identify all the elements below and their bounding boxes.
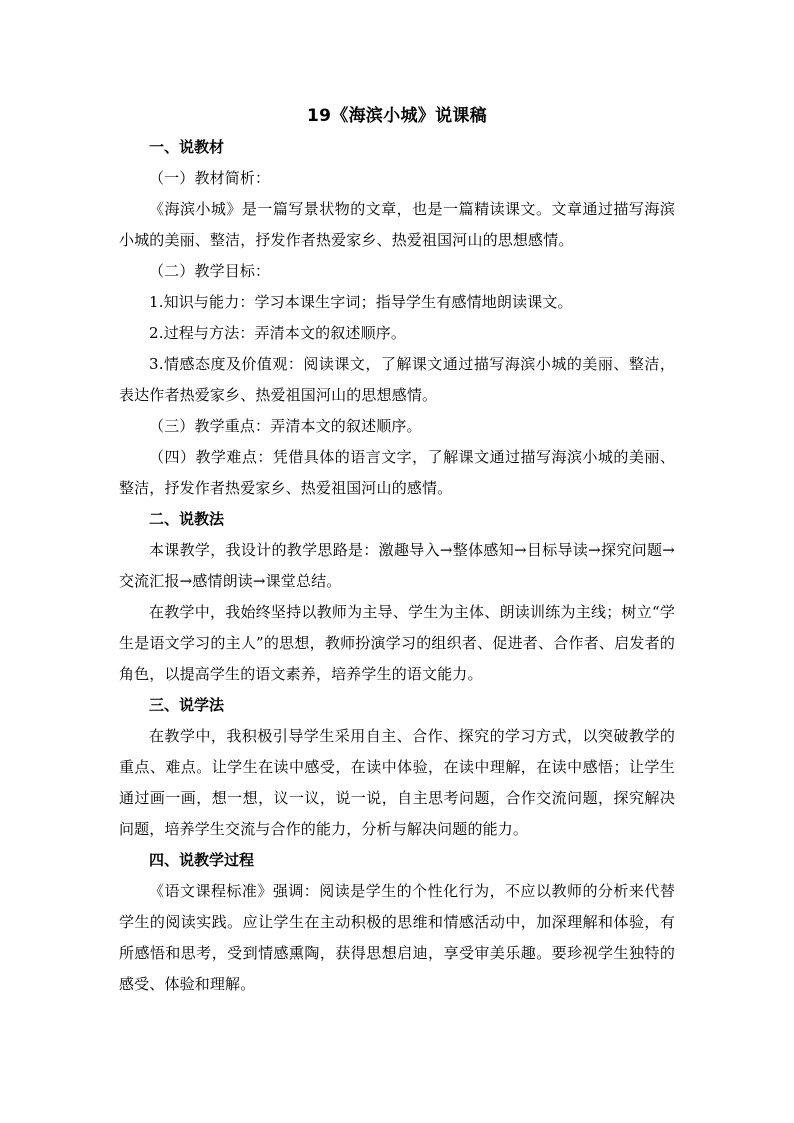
- document-body: [119, 101, 675, 1000]
- section-heading: 一、说教材: [149, 138, 225, 156]
- paragraph: 2.过程与方法：弄清本文的叙述顺序。: [149, 324, 407, 342]
- paragraph: （二）教学目标：: [149, 262, 271, 280]
- section-teaching-process: [119, 845, 675, 1000]
- paragraph: （四）教学难点：凭借具体的语言文字，了解课文通过描写海滨小城的美丽、整洁，抒发作者热爱家乡、热爱祖国河山的感情。: [119, 448, 675, 497]
- paragraph: 在教学中，我始终坚持以教师为主导、学生为主体、朗读训练为主线；树立“学生是语文学习的主人”的思想，教师扮演学习的组织者、促进者、合作者、启发者的角色，以提高学生的语文素养，培养学生的语文能力。: [119, 603, 675, 683]
- paragraph: （一）教材简析：: [149, 169, 271, 187]
- document-title: 19《海滨小城》说课稿: [307, 106, 487, 126]
- section-learning-method: [119, 690, 675, 845]
- section-textbook: [119, 132, 675, 504]
- paragraph: 1.知识与能力：学习本课生字词；指导学生有感情地朗读课文。: [149, 293, 573, 311]
- paragraph: 《语文课程标准》强调：阅读是学生的个性化行为，不应以教师的分析来代替学生的阅读实践。应让学生在主动积极的思维和情感活动中，加深理解和体验，有所感悟和思考，受到情感熏陶，获得思想启迪，享受审美乐趣。要珍视学生独特的感受、体验和理解。: [119, 882, 675, 993]
- section-teaching-method: [119, 504, 675, 690]
- paragraph: 3.情感态度及价值观：阅读课文，了解课文通过描写海滨小城的美丽、整洁，表达作者热爱家乡、热爱祖国河山的思想感情。: [119, 355, 675, 404]
- section-heading: 三、说学法: [149, 696, 225, 714]
- paragraph: 在教学中，我积极引导学生采用自主、合作、探究的学习方式，以突破教学的重点、难点。让学生在读中感受，在读中体验，在读中理解，在读中感悟；让学生通过画一画，想一想，议一议，说一说，自主思考问题，合作交流问题，探究解决问题，培养学生交流与合作的能力，分析与解决问题的能力。: [119, 727, 675, 838]
- paragraph: 本课教学，我设计的教学思路是：激趣导入→整体感知→目标导读→探究问题→交流汇报→感情朗读→课堂总结。: [119, 541, 675, 590]
- section-heading: 四、说教学过程: [149, 851, 255, 869]
- paragraph: 《海滨小城》是一篇写景状物的文章，也是一篇精读课文。文章通过描写海滨小城的美丽、整洁，抒发作者热爱家乡、热爱祖国河山的思想感情。: [119, 200, 675, 249]
- paragraph: （三）教学重点：弄清本文的叙述顺序。: [149, 417, 422, 435]
- section-heading: 二、说教法: [149, 510, 225, 528]
